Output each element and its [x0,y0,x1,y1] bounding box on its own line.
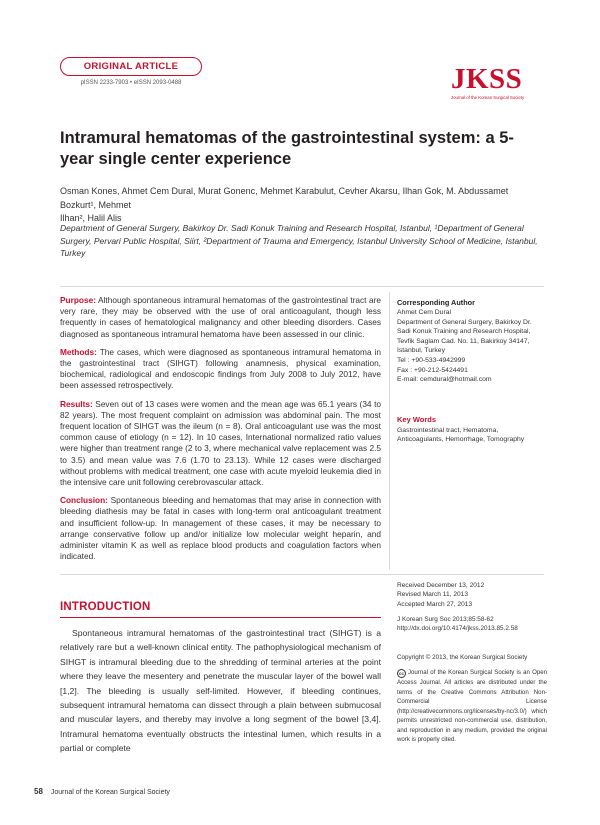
abstract-purpose [60,295,381,340]
citation-doi[interactable]: http://dx.doi.org/10.4174/jkss.2013.85.2.58 [397,625,518,633]
abstract-results [60,399,381,489]
purpose-label: Purpose: [60,295,96,305]
creative-commons-icon: cc [398,671,404,676]
page-footer [34,787,170,796]
article-title: Intramural hematomas of the gastrointestinal system: a 5-year single center experience [60,129,514,168]
corresponding-author-box [397,298,545,445]
divider-top [60,286,544,287]
abstract-methods [60,347,381,392]
corresponding-fax: Fax : +90-212-5424491 [397,366,468,374]
license-text-block [397,668,547,745]
license-text: Journal of the Korean Surgical Society is an Open Access Journal. All articles are distributed under the terms of the Creative Commons Attribution Non-Commercial License (http://creativecommons.org/licenses/by-nc/3.0/) which permits unrestricted non-commercial use, distribution, and reproduction in any medium, provided the original work is properly cited. [397,669,547,743]
footer-journal-name: Journal of the Korean Surgical Society [50,789,170,796]
conclusion-label: Conclusion: [60,495,108,506]
divider-mid [60,574,544,575]
corresponding-email[interactable]: E-mail: cemdural@hotmail.com [397,376,492,384]
corresponding-tel: Tel : +90-533-4942999 [397,356,466,364]
keywords-label: Key Words [397,414,437,424]
introduction-rule [60,617,381,618]
issn-line: pISSN 2233-7903 • eISSN 2093-0488 [80,80,182,86]
corresponding-label: Corresponding Author [397,298,475,307]
page-number: 58 [34,787,43,796]
logo-text: JKSS [451,63,523,95]
authors-line-2: Ilhan², Halil Alis [60,213,122,223]
journal-logo [451,64,545,100]
received-date: Received December 13, 2012 [397,582,485,589]
introduction-text: Spontaneous intramural hematomas of the gastrointestinal tract (SIHGT) is a relatively rare but a well-known clinical entity. The pathophysiological mechanism of SIHGT is intramural bleeding due to the shredding of terminal arteries at the point where they leave the mesentery and penetrate the muscular layer of the bowel wall [1,2]. The bleeding is usually self-limited. However, if bleeding continues, subsequent intramural hematoma can dissect through a plain between submucosal and muscular layers, and thereby may involve a long segment of the bowel [3,4]. Intramural hematoma eventually obstructs the intestinal lumen, which results in a partial or complete [60,628,381,754]
accepted-date: Accepted March 27, 2013 [397,600,473,608]
results-text: Seven out of 13 cases were women and the mean age was 65.1 years (34 to 82 years). The most frequent complaint on admission was abdominal pain. The most frequent location of SIHGT was the ileum (n = 8). Oral anticoagulant use was the most common cause of etiology (n = 12). In 10 cases, International normalized ratio values were higher than treatment range (2 to 3, where mechanical valve replacement was 2.5 to 3.5) and mean value was 7.6 (1.70 to 23.13). While 12 cases were discharged without problems with medical treatment, one case with acute myeloid leukemia died in the intensive care unit following cerebrovascular attack. [60,398,382,488]
abstract [60,295,381,569]
corresponding-address: Department of General Surgery, Bakirkoy Dr. Sadi Konuk Training and Research Hospital, Tevfik Saglam Cad. No. 11, Bakirkoy 34147, Istanbul, Turkey [397,318,532,355]
revised-date: Revised March 11, 2013 [397,591,468,599]
citation [397,615,547,634]
introduction-heading: INTRODUCTION [60,601,151,613]
authors-line-1: Osman Kones, Ahmet Cem Dural, Murat Gonenc, Mehmet Karabulut, Cevher Akarsu, Ilhan Gok, M. Abdussamet Bozkurt¹, Mehmet [60,186,509,210]
results-label: Results: [60,398,93,409]
purpose-text: Although spontaneous intramural hematomas of the gastrointestinal tract are very rare, they may be observed with the use of oral anticoagulant, though less frequently in cases of hematological malignancy and other bleeding disorders. Cases diagnosed as spontaneous intramural hematoma have been assessed in our clinic. [60,295,381,339]
article-type-badge: ORIGINAL ARTICLE [60,57,202,76]
article-dates [397,581,547,609]
corresponding-name: Ahmet Cem Dural [397,309,452,316]
methods-text: The cases, which were diagnosed as spontaneous intramural hematoma in the gastrointestinal tract (SIHGT) following anamnesis, physical examination, biochemical, radiological and endoscopic findings from July 2008 to July 2012, have been assessed retrospectively. [60,346,381,391]
abstract-conclusion [60,495,381,562]
keywords-list: Gastrointestinal tract, Hematoma, Anticoagulants, Hemorrhage, Tomography [397,426,525,444]
logo-subtitle: Journal of the Korean Surgical Society [451,95,525,100]
affiliations: Department of General Surgery, Bakirkoy Dr. Sadi Konuk Training and Research Hospital, Istanbul, ¹Department of General Surgery, Pervari Public Hospital, Siirt, ²Department of Trauma and Emergency, Istanbul University School of Medicine, Istanbul, Turkey [60,223,538,258]
citation-journal: J Korean Surg Soc 2013;85:58-62 [397,616,494,623]
methods-label: Methods: [60,346,97,357]
column-divider [389,292,390,570]
copyright-line: Copyright © 2013, the Korean Surgical Society [397,654,528,661]
author-list [60,185,544,226]
conclusion-text: Spontaneous bleeding and hematomas that may arise in connection with bleeding diathesis may be fatal in cases with long-term oral anticoagulant treatment and insufficient follow-up. In management of these cases, it may be necessary to arrange conservative follow up and/or initialize low molecular weight heparin, and administer vitamin K as well as replace blood products and coagulation factors when indicated. [60,495,381,562]
